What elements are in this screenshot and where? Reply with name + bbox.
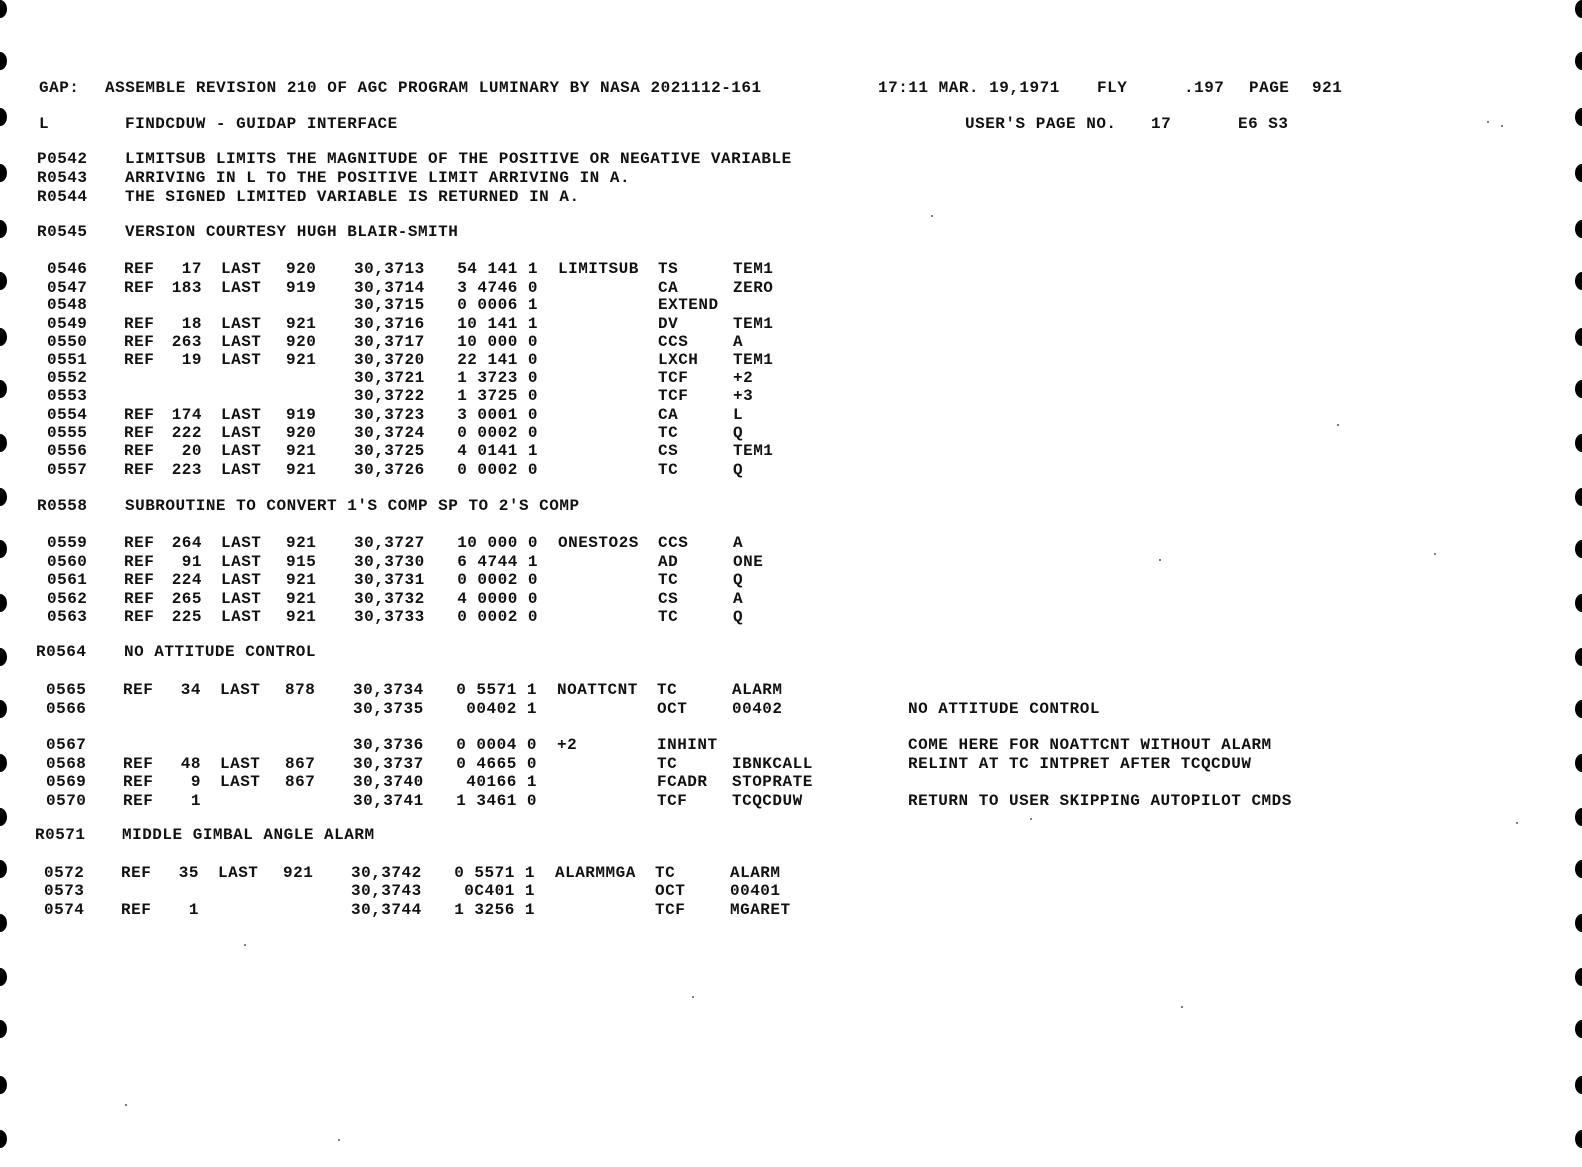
last-page: 919 bbox=[286, 406, 317, 424]
ref-count: 183 bbox=[171, 279, 202, 297]
octal-word: 00402 1 bbox=[466, 700, 537, 718]
ref-keyword: REF bbox=[124, 406, 155, 424]
operand: ONE bbox=[733, 553, 764, 571]
operand: TEM1 bbox=[733, 315, 774, 333]
last-keyword: LAST bbox=[221, 260, 262, 278]
operand: STOPRATE bbox=[732, 773, 813, 791]
last-page: 921 bbox=[286, 442, 317, 460]
user-page-number: 17 bbox=[1151, 115, 1172, 133]
code-line bbox=[0, 755, 1582, 773]
opcode: OCT bbox=[657, 700, 688, 718]
last-page: 878 bbox=[285, 681, 316, 699]
ref-count: 18 bbox=[181, 315, 202, 333]
octal-word: 0 0002 0 bbox=[457, 424, 538, 442]
ref-keyword: REF bbox=[124, 534, 155, 552]
bank-address: 30,3734 bbox=[353, 681, 424, 699]
octal-word: 1 3256 1 bbox=[454, 901, 535, 919]
code-line bbox=[0, 681, 1582, 699]
opcode: TC bbox=[655, 864, 676, 882]
ref-keyword: REF bbox=[121, 901, 152, 919]
line-number: 0551 bbox=[47, 351, 88, 369]
bank-address: 30,3713 bbox=[354, 260, 425, 278]
line-mark: L bbox=[39, 115, 50, 133]
octal-word: 10 000 0 bbox=[457, 333, 538, 351]
ref-count: 225 bbox=[171, 608, 202, 626]
operand: Q bbox=[733, 424, 744, 442]
line-number: 0555 bbox=[47, 424, 88, 442]
bank-address: 30,3744 bbox=[351, 901, 422, 919]
code-line bbox=[0, 315, 1582, 333]
last-page: 921 bbox=[286, 608, 317, 626]
octal-word: 1 3461 0 bbox=[456, 792, 537, 810]
opcode: AD bbox=[658, 553, 679, 571]
remark-id: R0545 bbox=[37, 223, 88, 241]
line-number: 0549 bbox=[47, 315, 88, 333]
last-keyword: LAST bbox=[221, 461, 262, 479]
bank-address: 30,3741 bbox=[353, 792, 424, 810]
octal-word: 0C401 1 bbox=[464, 882, 535, 900]
section-code: E6 S3 bbox=[1238, 115, 1289, 133]
operand: Q bbox=[733, 461, 744, 479]
opcode: CS bbox=[658, 442, 679, 460]
operand: MGARET bbox=[730, 901, 791, 919]
ref-count: 223 bbox=[171, 461, 202, 479]
bank-address: 30,3720 bbox=[354, 351, 425, 369]
opcode: TCF bbox=[655, 901, 686, 919]
octal-word: 22 141 0 bbox=[457, 351, 538, 369]
octal-word: 0 0002 0 bbox=[457, 461, 538, 479]
last-keyword: LAST bbox=[221, 406, 262, 424]
bank-address: 30,3733 bbox=[354, 608, 425, 626]
opcode: CS bbox=[658, 590, 679, 608]
operand: 00402 bbox=[732, 700, 783, 718]
opcode: OCT bbox=[655, 882, 686, 900]
page-label: PAGE bbox=[1249, 79, 1290, 97]
octal-word: 10 000 0 bbox=[457, 534, 538, 552]
operand: ZERO bbox=[733, 279, 774, 297]
remark-text: NO ATTITUDE CONTROL bbox=[124, 643, 316, 661]
bank-address: 30,3717 bbox=[354, 333, 425, 351]
ref-count: 9 bbox=[190, 773, 201, 791]
last-page: 921 bbox=[286, 534, 317, 552]
remark-id: R0564 bbox=[36, 643, 87, 661]
line-number: 0553 bbox=[47, 387, 88, 405]
bank-address: 30,3736 bbox=[353, 736, 424, 754]
operand: +2 bbox=[733, 369, 754, 387]
code-comment: COME HERE FOR NOATTCNT WITHOUT ALARM bbox=[908, 736, 1272, 754]
bank-address: 30,3725 bbox=[354, 442, 425, 460]
last-keyword: LAST bbox=[221, 351, 262, 369]
code-line bbox=[0, 736, 1582, 754]
code-line bbox=[0, 406, 1582, 424]
line-number: 0546 bbox=[47, 260, 88, 278]
speck bbox=[338, 1139, 340, 1141]
last-keyword: LAST bbox=[220, 755, 261, 773]
speck bbox=[125, 1104, 127, 1106]
line-number: 0548 bbox=[47, 296, 88, 314]
bank-address: 30,3743 bbox=[351, 882, 422, 900]
speck bbox=[1159, 559, 1161, 561]
last-page: 915 bbox=[286, 553, 317, 571]
speck bbox=[1181, 1006, 1183, 1008]
code-line bbox=[0, 864, 1582, 882]
ref-keyword: REF bbox=[124, 442, 155, 460]
bank-address: 30,3737 bbox=[353, 755, 424, 773]
sequence-number: .197 bbox=[1184, 79, 1225, 97]
opcode: TC bbox=[658, 571, 679, 589]
octal-word: 4 0141 1 bbox=[457, 442, 538, 460]
line-number: 0560 bbox=[47, 553, 88, 571]
line-number: 0562 bbox=[47, 590, 88, 608]
bank-address: 30,3714 bbox=[354, 279, 425, 297]
ref-count: 48 bbox=[180, 755, 201, 773]
remark-line bbox=[0, 188, 1582, 206]
bank-address: 30,3716 bbox=[354, 315, 425, 333]
opcode: TCF bbox=[658, 387, 689, 405]
code-line bbox=[0, 882, 1582, 900]
last-page: 920 bbox=[286, 424, 317, 442]
symbol-label: +2 bbox=[557, 736, 578, 754]
ref-keyword: REF bbox=[124, 260, 155, 278]
ref-count: 264 bbox=[171, 534, 202, 552]
code-line bbox=[0, 387, 1582, 405]
ref-keyword: REF bbox=[124, 333, 155, 351]
code-line bbox=[0, 792, 1582, 810]
assembly-datetime: 17:11 MAR. 19,1971 bbox=[878, 79, 1060, 97]
operand: TEM1 bbox=[733, 260, 774, 278]
operand: Q bbox=[733, 608, 744, 626]
ref-keyword: REF bbox=[124, 315, 155, 333]
remark-text: LIMITSUB LIMITS THE MAGNITUDE OF THE POSITIVE OR NEGATIVE VARIABLE bbox=[125, 150, 792, 168]
ref-keyword: REF bbox=[121, 864, 152, 882]
last-keyword: LAST bbox=[218, 864, 259, 882]
assembly-title: ASSEMBLE REVISION 210 OF AGC PROGRAM LUMINARY BY NASA 2021112-161 bbox=[105, 79, 762, 97]
speck bbox=[1516, 822, 1518, 824]
ref-count: 174 bbox=[171, 406, 202, 424]
speck bbox=[931, 215, 933, 217]
last-page: 867 bbox=[285, 773, 316, 791]
ref-keyword: REF bbox=[123, 681, 154, 699]
remark-id: R0571 bbox=[35, 826, 86, 844]
opcode: TC bbox=[657, 681, 678, 699]
bank-address: 30,3731 bbox=[354, 571, 425, 589]
line-number: 0556 bbox=[47, 442, 88, 460]
code-line bbox=[0, 351, 1582, 369]
ref-count: 224 bbox=[171, 571, 202, 589]
ref-keyword: REF bbox=[124, 553, 155, 571]
symbol-label: ONESTO2S bbox=[558, 534, 639, 552]
opcode: TC bbox=[658, 461, 679, 479]
octal-word: 3 4746 0 bbox=[457, 279, 538, 297]
speck bbox=[1030, 818, 1032, 820]
operand: TEM1 bbox=[733, 442, 774, 460]
opcode: LXCH bbox=[658, 351, 699, 369]
octal-word: 0 5571 1 bbox=[454, 864, 535, 882]
symbol-label: ALARMMGA bbox=[555, 864, 636, 882]
operand: Q bbox=[733, 571, 744, 589]
opcode: CA bbox=[658, 279, 679, 297]
code-line bbox=[0, 700, 1582, 718]
speck bbox=[244, 944, 246, 946]
last-page: 921 bbox=[283, 864, 314, 882]
ref-keyword: REF bbox=[124, 351, 155, 369]
octal-word: 0 0004 0 bbox=[456, 736, 537, 754]
last-page: 921 bbox=[286, 461, 317, 479]
remark-line bbox=[0, 826, 1582, 844]
assembly-mode: FLY bbox=[1097, 79, 1128, 97]
last-keyword: LAST bbox=[221, 553, 262, 571]
operand: ALARM bbox=[732, 681, 783, 699]
octal-word: 1 3725 0 bbox=[457, 387, 538, 405]
ref-count: 1 bbox=[188, 901, 199, 919]
speck bbox=[1501, 125, 1503, 127]
bank-address: 30,3726 bbox=[354, 461, 425, 479]
last-keyword: LAST bbox=[221, 333, 262, 351]
speck bbox=[1487, 121, 1489, 123]
last-keyword: LAST bbox=[221, 571, 262, 589]
opcode: TCF bbox=[657, 792, 688, 810]
line-number: 0563 bbox=[47, 608, 88, 626]
remark-text: ARRIVING IN L TO THE POSITIVE LIMIT ARRIVING IN A. bbox=[125, 169, 631, 187]
last-page: 921 bbox=[286, 571, 317, 589]
octal-word: 40166 1 bbox=[466, 773, 537, 791]
symbol-label: NOATTCNT bbox=[557, 681, 638, 699]
line-number: 0559 bbox=[47, 534, 88, 552]
line-number: 0574 bbox=[44, 901, 85, 919]
opcode: TC bbox=[658, 424, 679, 442]
line-number: 0565 bbox=[46, 681, 87, 699]
last-keyword: LAST bbox=[221, 442, 262, 460]
last-page: 867 bbox=[285, 755, 316, 773]
remark-text: MIDDLE GIMBAL ANGLE ALARM bbox=[122, 826, 375, 844]
last-page: 921 bbox=[286, 590, 317, 608]
opcode: TCF bbox=[658, 369, 689, 387]
remark-line bbox=[0, 643, 1582, 661]
ref-keyword: REF bbox=[124, 279, 155, 297]
line-number: 0550 bbox=[47, 333, 88, 351]
operand: L bbox=[733, 406, 744, 424]
line-number: 0570 bbox=[46, 792, 87, 810]
remark-line bbox=[0, 223, 1582, 241]
bank-address: 30,3723 bbox=[354, 406, 425, 424]
ref-keyword: REF bbox=[124, 424, 155, 442]
ref-count: 222 bbox=[171, 424, 202, 442]
octal-word: 0 0006 1 bbox=[457, 296, 538, 314]
octal-word: 54 141 1 bbox=[457, 260, 538, 278]
line-number: 0567 bbox=[46, 736, 87, 754]
line-number: 0568 bbox=[46, 755, 87, 773]
program-name: GAP: bbox=[39, 79, 80, 97]
line-number: 0573 bbox=[44, 882, 85, 900]
opcode: DV bbox=[658, 315, 679, 333]
header-line bbox=[0, 79, 1582, 97]
operand: TEM1 bbox=[733, 351, 774, 369]
opcode: CCS bbox=[658, 333, 689, 351]
octal-word: 0 5571 1 bbox=[456, 681, 537, 699]
bank-address: 30,3732 bbox=[354, 590, 425, 608]
octal-word: 0 0002 0 bbox=[457, 571, 538, 589]
user-page-label: USER'S PAGE NO. bbox=[965, 115, 1117, 133]
ref-keyword: REF bbox=[124, 571, 155, 589]
operand: +3 bbox=[733, 387, 754, 405]
operand: A bbox=[733, 534, 744, 552]
remark-id: R0543 bbox=[37, 169, 88, 187]
last-keyword: LAST bbox=[221, 279, 262, 297]
last-keyword: LAST bbox=[221, 608, 262, 626]
section-title: FINDCDUW - GUIDAP INTERFACE bbox=[125, 115, 398, 133]
operand: TCQCDUW bbox=[732, 792, 803, 810]
section-line bbox=[0, 115, 1582, 133]
bank-address: 30,3715 bbox=[354, 296, 425, 314]
code-line bbox=[0, 590, 1582, 608]
remark-id: R0544 bbox=[37, 188, 88, 206]
last-keyword: LAST bbox=[221, 590, 262, 608]
remark-text: THE SIGNED LIMITED VARIABLE IS RETURNED IN A. bbox=[125, 188, 580, 206]
opcode: TC bbox=[658, 608, 679, 626]
line-number: 0572 bbox=[44, 864, 85, 882]
line-number: 0547 bbox=[47, 279, 88, 297]
code-line bbox=[0, 773, 1582, 791]
ref-keyword: REF bbox=[124, 608, 155, 626]
ref-count: 1 bbox=[190, 792, 201, 810]
ref-count: 34 bbox=[180, 681, 201, 699]
line-number: 0557 bbox=[47, 461, 88, 479]
code-line bbox=[0, 608, 1582, 626]
speck bbox=[1434, 553, 1436, 555]
ref-count: 17 bbox=[181, 260, 202, 278]
bank-address: 30,3727 bbox=[354, 534, 425, 552]
ref-count: 265 bbox=[171, 590, 202, 608]
ref-keyword: REF bbox=[123, 773, 154, 791]
bank-address: 30,3735 bbox=[353, 700, 424, 718]
bank-address: 30,3724 bbox=[354, 424, 425, 442]
speck bbox=[1337, 424, 1339, 426]
line-number: 0561 bbox=[47, 571, 88, 589]
page-number: 921 bbox=[1312, 79, 1343, 97]
code-line bbox=[0, 369, 1582, 387]
octal-word: 10 141 1 bbox=[457, 315, 538, 333]
remark-text: VERSION COURTESY HUGH BLAIR-SMITH bbox=[125, 223, 459, 241]
line-number: 0566 bbox=[46, 700, 87, 718]
speck bbox=[692, 996, 694, 998]
remark-line bbox=[0, 150, 1582, 168]
code-line bbox=[0, 534, 1582, 552]
code-line bbox=[0, 461, 1582, 479]
last-page: 920 bbox=[286, 333, 317, 351]
bank-address: 30,3740 bbox=[353, 773, 424, 791]
code-line bbox=[0, 260, 1582, 278]
octal-word: 0 0002 0 bbox=[457, 608, 538, 626]
opcode: INHINT bbox=[657, 736, 718, 754]
symbol-label: LIMITSUB bbox=[558, 260, 639, 278]
opcode: CA bbox=[658, 406, 679, 424]
last-keyword: LAST bbox=[221, 424, 262, 442]
remark-text: SUBROUTINE TO CONVERT 1'S COMP SP TO 2'S COMP bbox=[125, 497, 580, 515]
operand: ALARM bbox=[730, 864, 781, 882]
ref-keyword: REF bbox=[123, 755, 154, 773]
last-keyword: LAST bbox=[220, 773, 261, 791]
last-page: 920 bbox=[286, 260, 317, 278]
opcode: TC bbox=[657, 755, 678, 773]
bank-address: 30,3730 bbox=[354, 553, 425, 571]
code-comment: RETURN TO USER SKIPPING AUTOPILOT CMDS bbox=[908, 792, 1292, 810]
ref-count: 91 bbox=[181, 553, 202, 571]
code-line bbox=[0, 296, 1582, 314]
last-page: 921 bbox=[286, 351, 317, 369]
code-line bbox=[0, 442, 1582, 460]
last-keyword: LAST bbox=[221, 315, 262, 333]
last-keyword: LAST bbox=[221, 534, 262, 552]
bank-address: 30,3722 bbox=[354, 387, 425, 405]
octal-word: 6 4744 1 bbox=[457, 553, 538, 571]
code-line bbox=[0, 571, 1582, 589]
remark-line bbox=[0, 169, 1582, 187]
last-page: 919 bbox=[286, 279, 317, 297]
opcode: TS bbox=[658, 260, 679, 278]
code-line bbox=[0, 279, 1582, 297]
operand: 00401 bbox=[730, 882, 781, 900]
ref-keyword: REF bbox=[124, 461, 155, 479]
operand: A bbox=[733, 590, 744, 608]
ref-count: 35 bbox=[178, 864, 199, 882]
code-line bbox=[0, 424, 1582, 442]
operand: IBNKCALL bbox=[732, 755, 813, 773]
opcode: EXTEND bbox=[658, 296, 719, 314]
last-page: 921 bbox=[286, 315, 317, 333]
opcode: CCS bbox=[658, 534, 689, 552]
remark-id: P0542 bbox=[37, 150, 88, 168]
opcode: FCADR bbox=[657, 773, 708, 791]
ref-count: 263 bbox=[171, 333, 202, 351]
line-number: 0554 bbox=[47, 406, 88, 424]
line-number: 0569 bbox=[46, 773, 87, 791]
ref-count: 19 bbox=[181, 351, 202, 369]
octal-word: 3 0001 0 bbox=[457, 406, 538, 424]
ref-keyword: REF bbox=[123, 792, 154, 810]
code-line bbox=[0, 901, 1582, 919]
remark-id: R0558 bbox=[37, 497, 88, 515]
code-line bbox=[0, 333, 1582, 351]
code-comment: NO ATTITUDE CONTROL bbox=[908, 700, 1100, 718]
octal-word: 1 3723 0 bbox=[457, 369, 538, 387]
code-line bbox=[0, 553, 1582, 571]
last-keyword: LAST bbox=[220, 681, 261, 699]
bank-address: 30,3721 bbox=[354, 369, 425, 387]
operand: A bbox=[733, 333, 744, 351]
octal-word: 0 4665 0 bbox=[456, 755, 537, 773]
code-comment: RELINT AT TC INTPRET AFTER TCQCDUW bbox=[908, 755, 1252, 773]
line-number: 0552 bbox=[47, 369, 88, 387]
ref-keyword: REF bbox=[124, 590, 155, 608]
octal-word: 4 0000 0 bbox=[457, 590, 538, 608]
remark-line bbox=[0, 497, 1582, 515]
ref-count: 20 bbox=[181, 442, 202, 460]
bank-address: 30,3742 bbox=[351, 864, 422, 882]
